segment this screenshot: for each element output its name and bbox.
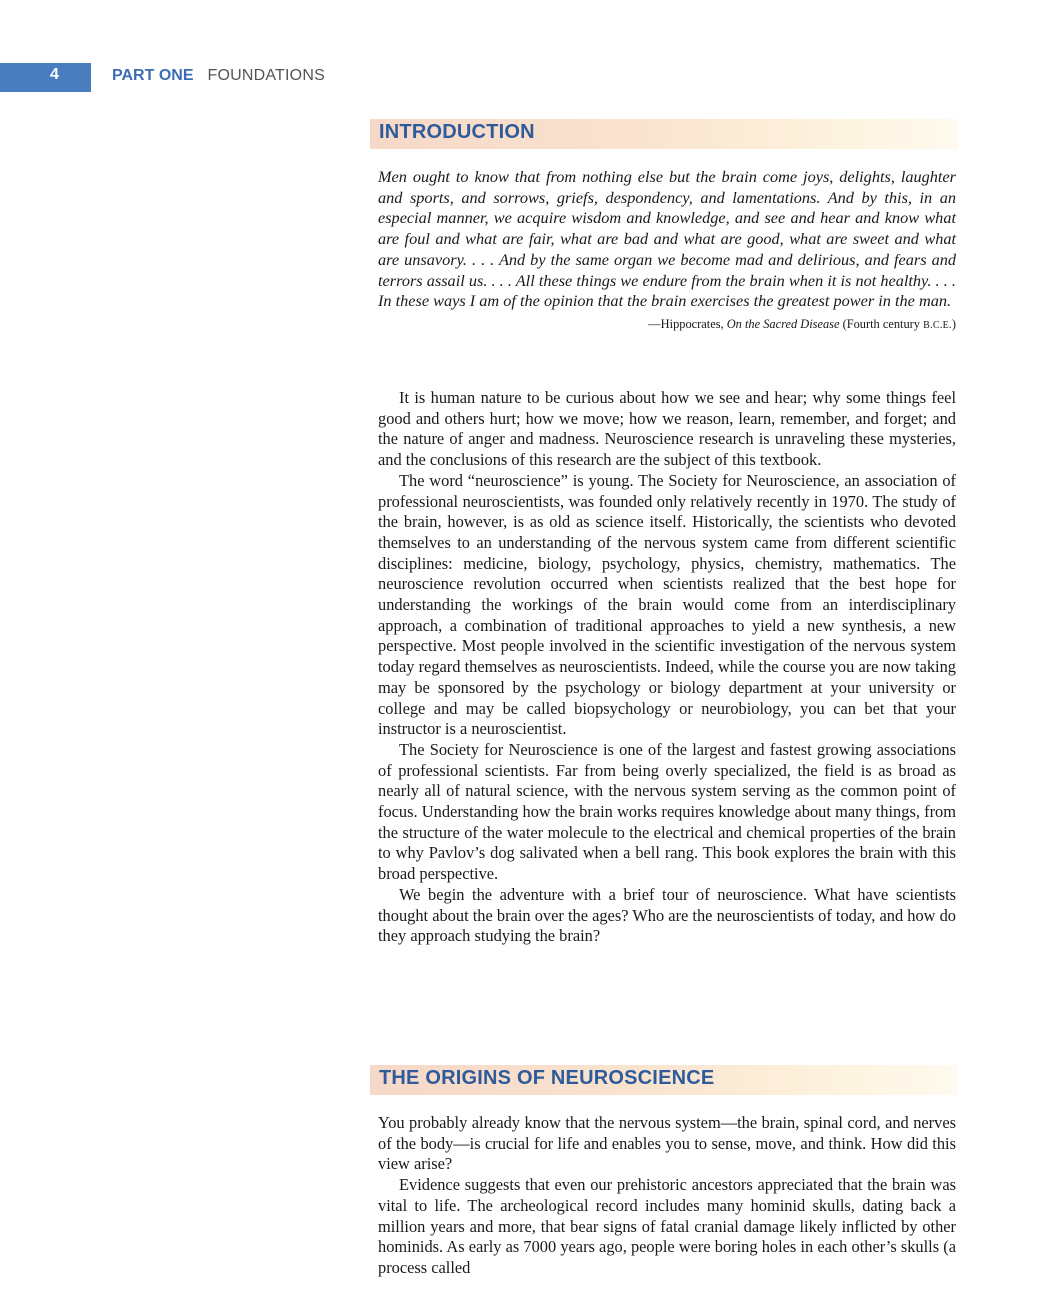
attribution-era: B.C.E. — [923, 319, 952, 331]
origins-heading: THE ORIGINS OF NEUROSCIENCE — [379, 1067, 715, 1089]
body-paragraph: It is human nature to be curious about how we see and hear; why some things feel good and others hurt; how we move; how we reason, learn, remember, and forget; and the nature of anger and madness. Neuroscience research is unraveling these mysteries, and the conclusions of this research are the subject of this textbook. — [378, 388, 956, 470]
origins-heading-band — [370, 1065, 958, 1095]
body-paragraph: You probably already know that the nervous system—the brain, spinal cord, and nerves of the body—is crucial for life and enables you to sense, move, and think. How did this view arise? — [378, 1113, 956, 1174]
origins-body — [378, 1113, 956, 1279]
introduction-heading: INTRODUCTION — [379, 121, 535, 143]
introduction-heading-band — [370, 119, 958, 149]
attribution-work-title: On the Sacred Disease — [726, 316, 840, 331]
page-number: 4 — [50, 66, 59, 83]
part-label: PART ONE — [112, 67, 194, 84]
page-number-tab — [0, 63, 91, 92]
epigraph-quote: Men ought to know that from nothing else but the brain come joys, delights, laughter and sports, and sorrows, griefs, despondency, and lamentations. And by this, in an especial manner, we acquire wisdom and knowledge, and see and hear and know what are foul and what are fair, what are bad and what are good, what are sweet and what are unsavory. . . . And by the same organ we become mad and delirious, and fears and terrors assail us. . . . All these things we endure from the brain when it is not healthy. . . . In these ways I am of the opinion that the brain exercises the greatest power in the man. — [378, 167, 956, 311]
body-paragraph: The Society for Neuroscience is one of the largest and fastest growing associations of professional scientists. Far from being overly specialized, the field is as broad as nearly all of natural science, with the nervous system serving as the common point of focus. Understanding how the brain works requires knowledge about many things, from the structure of the water molecule to the electrical and chemical properties of the brain to why Pavlov’s dog salivated when a bell rang. This book explores the brain with this broad perspective. — [378, 739, 956, 884]
introduction-body — [378, 388, 956, 947]
epigraph-attribution: —Hippocrates, On the Sacred Disease (Fourth century B.C.E.) — [648, 316, 956, 331]
body-paragraph: Evidence suggests that even our prehistoric ancestors appreciated that the brain was vital to life. The archeological record includes many hominid skulls, dating back a million years and more, that bear signs of fatal cranial damage likely inflicted by other hominids. As early as 7000 years ago, people were boring holes in each other’s skulls (a process called — [378, 1175, 956, 1277]
body-paragraph: The word “neuroscience” is young. The Society for Neuroscience, an association of professional neuroscientists, was founded only relatively recently in 1970. The study of the brain, however, is as old as science itself. Historically, the scientists who devoted themselves to an understanding of the nervous system came from different scientific disciplines: medicine, biology, psychology, physics, chemistry, mathematics. The neuroscience revolution occurred when scientists realized that the best hope for understanding the workings of the brain would come from an interdisciplinary approach, a combination of traditional approaches to yield a new synthesis, a new perspective. Most people involved in the scientific investigation of the nervous system today regard themselves as neuroscientists. Indeed, while the course you are now taking may be sponsored by the psychology or biology department at your university or college and may be called biopsychology or neurobiology, you can bet that your instructor is a neuroscientist. — [378, 470, 956, 739]
introduction-column — [378, 167, 956, 332]
running-head — [112, 67, 325, 85]
part-title: FOUNDATIONS — [207, 67, 325, 84]
body-paragraph: We begin the adventure with a brief tour of neuroscience. What have scientists thought about the brain over the ages? Who are the neuroscientists of today, and how do they approach studying the brain? — [378, 884, 956, 946]
